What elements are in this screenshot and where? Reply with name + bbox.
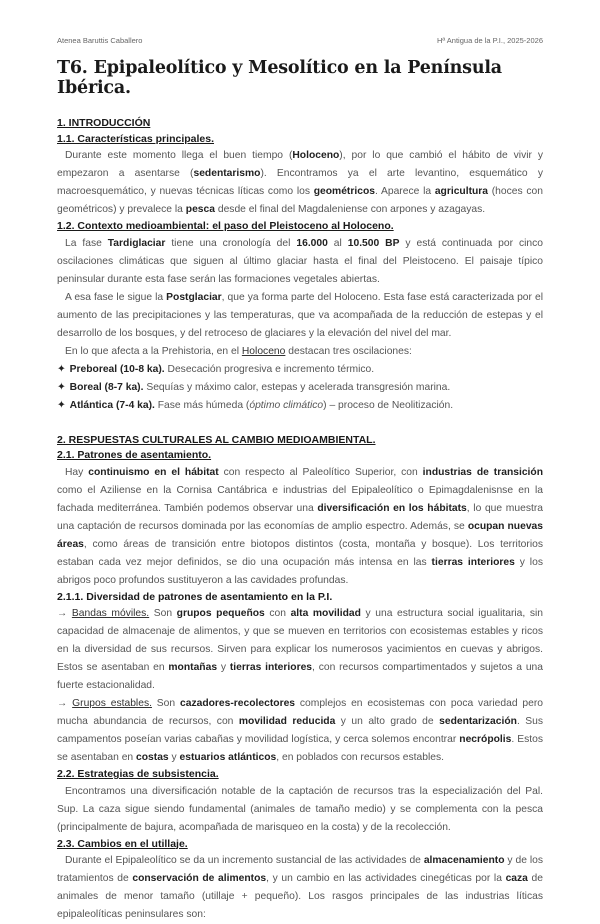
subheading-1-1: 1.1. Características principales. [57, 132, 215, 145]
text-run: Durante este momento llega el buen tiempo ( [65, 150, 293, 161]
text-run: Hay [65, 466, 89, 478]
bold-text: Atlántica (7-4 ka). [69, 399, 155, 411]
bold-text: pesca [185, 204, 215, 215]
subheading-2-3: 2.3. Cambios en el utillaje. [57, 837, 188, 850]
subheading-1-2: 1.2. Contexto medioambiental: el paso del Pleistoceno al Holoceno. [57, 220, 394, 232]
bold-text: agricultura [434, 186, 489, 197]
text-run: como el Aziliense en la Cornisa Cantábrica e industrias del Epipaleolítico o Epimagdalenisnse en la fachada mediterránea. También podemos observar una [57, 484, 543, 514]
bold-text: montañas [168, 662, 218, 673]
bold-text: alta movilidad [290, 608, 361, 619]
section-heading-1: 1. INTRODUCCIÓN [57, 117, 151, 129]
bold-text: ocupan nuevas áreas [57, 520, 543, 550]
bold-text: Tardiglaciar [107, 237, 166, 249]
text-run: , lo que muestra una captación de recursos dominada por las economías de amplio espectro. Además, se [57, 502, 543, 532]
text-run: ), por lo que cambió el hábito de vivir y empezaron a asentarse ( [57, 150, 543, 179]
bullet-star-icon: ✦ [57, 363, 66, 375]
section-heading-2: 2. RESPUESTAS CULTURALES AL CAMBIO MEDIOAMBIENTAL. [57, 433, 376, 446]
text-run: , como áreas de transición entre biotopos distintos (costa, montaña y bosque). Los territorios estaban cada vez mejor definidos, se dio una ocupación más intensa en las [57, 538, 543, 568]
bullet-star-icon: ✦ [57, 381, 66, 393]
text-run: → [57, 608, 72, 619]
italic-text: óptimo climático [249, 399, 324, 411]
underlined-text: Bandas móviles. [71, 608, 150, 619]
bullet-text [70, 364, 374, 375]
text-run: . Sus campamentos poseían varias cabañas y movilidad logística, y cerca solemos encontrar [57, 716, 544, 745]
bullet-item [57, 361, 543, 379]
bold-text: diversificación en los hábitats [317, 502, 467, 514]
text-run: En lo que afecta a la Prehistoria, en el [65, 345, 242, 357]
text-run: Sequías y máximo calor, estepas y acelerada transgresión marina. [143, 381, 451, 393]
header-course: Hª Antigua de la P.I., 2025-2026 [436, 36, 543, 45]
text-run: Durante el Epipaleolítico se da un incremento sustancial de las actividades de [65, 855, 424, 866]
text-run: complejos en ecosistemas con poca variedad pero mucha abundancia de recursos, con [57, 698, 543, 727]
header-author: Atenea Baruttis Caballero [57, 36, 143, 45]
paragraph-2-1 [57, 464, 543, 590]
text-run: (hoces con geométricos) y prevalece la [57, 186, 543, 215]
paragraph-2-3 [57, 852, 543, 924]
text-run: , que ya forma parte del Holoceno. Esta fase está caracterizada por el aumento de las precipitaciones y las temperaturas, que va acompañada de la reducción de estepas y el desarrollo de los bosques, y del retroceso de glaciares y la elevación del nivel del mar. [57, 291, 543, 339]
bold-text: cazadores-recolectores [179, 698, 296, 709]
paragraph-1-1 [57, 147, 543, 219]
bullet-item [57, 379, 543, 397]
text-run: Encontramos una diversificación notable de la captación de recursos tras la especialización del Pal. Sup. La caza sigue siendo fundamental (animales de tamaño medio) y se complementa con la pesca (principalmente de bajura, acompañada de marisqueo en la costa) y de la recolección. [57, 785, 543, 833]
bold-text: grupos pequeños [176, 608, 265, 619]
text-run: y los abrigos poco profundos sustituyeron a las cavidades profundas. [57, 556, 543, 586]
text-run: de animales de menor tamaño (utillaje + pequeño). Los rasgos principales de las industrias líticas epipaleolíticas peninsulares son: [57, 873, 543, 920]
text-run: ). Encontramos ya el arte levantino, esquemático y macroesquemático, y nuevas técnicas líticas como los [57, 168, 543, 197]
bold-text: estuarios atlánticos [179, 752, 277, 763]
text-run: al [327, 237, 348, 249]
subheading-2-1-1: 2.1.1. Diversidad de patrones de asentamiento en la P.I. [57, 590, 333, 603]
text-run: con respecto al Paleolítico Superior, con [218, 466, 423, 478]
bold-text: Postglaciar [166, 291, 222, 303]
text-run: ) – proceso de Neolitización. [323, 399, 454, 411]
text-run: y está continuada por cinco oscilaciones climáticas que siguen al último glaciar hasta el final del Pleistoceno. El paisaje típico peninsular durante esta fase serán las formaciones vegetales abiertas. [57, 237, 544, 285]
text-run: tiene una cronología del [165, 237, 297, 249]
text-run: y un alto grado de [335, 716, 440, 727]
bold-text: geométricos [313, 186, 375, 197]
paragraph-grupos-estables [57, 695, 543, 767]
bold-text: sedentarización [439, 716, 517, 727]
bold-text: industrias de transición [422, 466, 543, 478]
paragraph-1-2-a [57, 235, 543, 289]
subheading-2-1: 2.1. Patrones de asentamiento. [57, 449, 212, 461]
document-page [57, 58, 543, 924]
text-run: y [168, 752, 180, 763]
text-run: y una estructura social igualitaria, sin capacidad de almacenaje de alimentos, y que se mueven en territorios con ecosistemas estables y ricos en la diversidad de sus recursos. Sirven para explicar los numerosos yacimientos en cuevas y abrigos. Estos se asentaban en [57, 608, 543, 673]
text-run: Son [149, 608, 177, 619]
text-run: y [217, 662, 230, 673]
bold-text: caza [505, 873, 528, 884]
text-run: La fase [65, 237, 108, 249]
bold-text: conservación de alimentos [132, 873, 267, 884]
text-run: , y un cambio en las actividades cinegéticas por la [266, 873, 506, 884]
text-run: → [57, 698, 73, 709]
text-run: destacan tres oscilaciones: [285, 345, 412, 357]
bold-text: sedentarismo [193, 168, 261, 179]
bold-text: Holoceno [292, 150, 340, 161]
bold-text: continuismo en el hábitat [88, 466, 219, 478]
bold-text: tierras interiores [229, 662, 313, 673]
bold-text: Preboreal (10-8 ka). [69, 363, 165, 375]
underlined-text: Holoceno [241, 345, 286, 357]
bold-text: Boreal (8-7 ka). [69, 381, 144, 393]
bold-text: almacenamiento [423, 855, 505, 866]
text-run: desde el final del Magdaleniense con arpones y azagayas. [214, 204, 486, 215]
text-run: A esa fase le sigue la [65, 291, 167, 303]
text-run: Desecación progresiva e incremento térmico. [164, 363, 375, 375]
bullet-text [70, 382, 451, 393]
bold-text: movilidad reducida [238, 716, 336, 727]
text-run: , en poblados con recursos estables. [276, 752, 444, 763]
bold-text: tierras interiores [431, 556, 515, 568]
bullet-text [70, 400, 453, 411]
text-run: con [264, 608, 291, 619]
text-run: . Aparece la [374, 186, 435, 197]
paragraph-1-2-b [57, 289, 543, 343]
text-run: y de los tratamientos de [57, 855, 543, 884]
subheading-2-2: 2.2. Estrategias de subsistencia. [57, 768, 219, 780]
bullet-star-icon: ✦ [57, 399, 66, 411]
bold-text: costas [136, 752, 169, 763]
paragraph-2-2 [57, 783, 543, 837]
bullet-item [57, 397, 543, 415]
paragraph-bandas-moviles [57, 605, 543, 695]
text-run: . Estos se asentaban en [57, 734, 543, 763]
underlined-text: Grupos estables. [72, 698, 152, 709]
paragraph-1-2-c [57, 343, 543, 361]
text-run: Fase más húmeda ( [154, 399, 250, 411]
page-title: T6. Epipaleolítico y Mesolítico en la Península Ibérica. [57, 58, 502, 98]
bold-text: 10.500 BP [347, 237, 400, 249]
text-run: , con recursos compartimentados y sujetos a una fuerte estacionalidad. [57, 662, 543, 691]
bold-text: 16.000 [296, 237, 328, 249]
text-run: Son [151, 698, 180, 709]
bold-text: necrópolis [459, 734, 512, 745]
